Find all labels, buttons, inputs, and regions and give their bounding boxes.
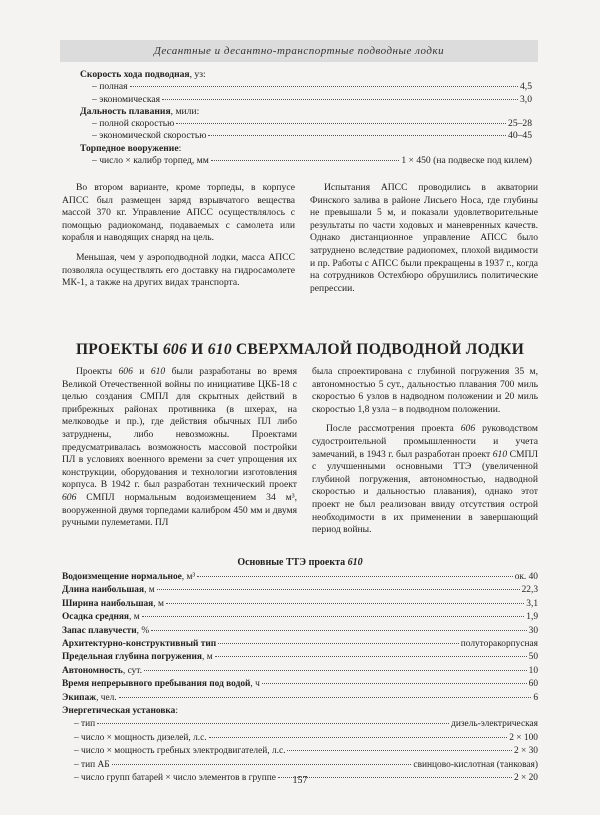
dot-leader [151, 630, 527, 631]
project-number: 606 [118, 366, 133, 377]
spec-row [80, 130, 532, 142]
spec-label-text: Архитектурно-конструктивный тип [62, 639, 217, 650]
dot-leader [157, 589, 520, 590]
spec-label [62, 625, 149, 638]
dot-leader [287, 750, 511, 751]
spec-row [62, 692, 538, 705]
spec-row [62, 638, 538, 651]
spec-label [74, 732, 207, 745]
spec-value: 4,5 [520, 81, 532, 93]
paragraph: Во втором варианте, кроме торпеды, в корпусе АПСС был размещен заряд взрывчатого вещества массой 370 кг. Управление АПСС осуществлялось с помощью радиокоманд, подаваемых с самолета или корабля и наводящих снаряд на цель. [62, 182, 295, 244]
column-top-right [310, 182, 538, 295]
spec-unit: : [175, 706, 178, 717]
spec-label-text: Дальность плавания [80, 105, 171, 117]
column-mid-left [62, 366, 297, 530]
spec-value: 1,9 [526, 612, 538, 623]
spec-label [62, 678, 260, 691]
spec-row [80, 106, 532, 118]
project-number: 610 [150, 366, 166, 377]
spec-label [74, 759, 110, 772]
spec-row [62, 732, 538, 745]
dot-leader [144, 670, 527, 671]
spec-unit: , чел. [96, 692, 117, 703]
spec-value: 3,0 [520, 93, 532, 105]
dot-leader [162, 99, 518, 100]
spec-value: 1 × 450 (на подвеске под килем) [401, 155, 532, 167]
spec-label [62, 638, 216, 651]
dot-leader [197, 576, 512, 577]
spec-unit: , % [136, 625, 150, 636]
spec-value: полуторакорпусная [460, 639, 538, 650]
spec-row [62, 759, 538, 772]
spec-label [62, 584, 155, 597]
dot-leader [262, 683, 527, 684]
spec-value: ок. 40 [514, 572, 538, 582]
spec-row [62, 598, 538, 611]
project-number: 606 [62, 491, 77, 503]
spec-row [80, 118, 532, 130]
dot-leader [215, 656, 527, 657]
spec-row [80, 69, 532, 81]
text-run: руководством судостроительной промышленности и учета замечаний, в 1943 г. был разработан проект [312, 423, 538, 460]
project-number: 610 [492, 448, 508, 460]
text-run: СМПЛ нормальным водоизмещением 34 м³, вооруженной двумя торпедами калибром 450 мм и двумя ручными пулеметами. ПЛ [62, 491, 297, 529]
dot-leader [119, 697, 532, 698]
spec-row [62, 745, 538, 758]
text-run: Проекты [76, 366, 119, 377]
spec-unit: , м [129, 612, 140, 623]
spec-row [62, 651, 538, 664]
spec-label [92, 81, 128, 93]
spec-row [80, 81, 532, 93]
spec-label-text: – экономической скоростью [92, 130, 207, 142]
project-number: 606 [460, 423, 476, 435]
spec-label [62, 651, 213, 664]
spec-table-610 [62, 571, 538, 786]
spec-label [92, 118, 174, 130]
spec-unit: , сут. [122, 665, 143, 676]
spec-row [80, 155, 532, 167]
spec-unit: , ч [250, 679, 260, 690]
spec-label-text: Автономность [62, 665, 123, 676]
spec-label [80, 69, 206, 81]
spec-label [92, 155, 209, 167]
dot-leader [130, 86, 518, 87]
dot-leader [166, 603, 524, 604]
paragraph: Испытания АПСС проводились в акватории Финского залива в районе Лисьего Носа, где глубины не превышали 5 м, и показали удовлетворительные результаты по части ходовых и маневренных качеств. Однако дистанционное управление АПСС было затруднено вследствие радиопомех, плохой видимости и пр. Работы с АПСС были прекращены в 1937 г., когда на сотрудников Остехбюро обрушились политические репрессии. [310, 182, 538, 294]
spec-label-text: Предельная глубина погружения [62, 652, 203, 663]
table-title-text: Основные ТТЭ проекта [237, 557, 348, 568]
text-run: СМПЛ с улучшенными основными ТТЭ (увеличенной глубиной погружения, автономностью, надводной скоростью и дальностью плавания), однако этот проект не был реализован ввиду отсутствия острой необходимости в их применении в завершающий период войны. [312, 448, 538, 536]
spec-unit: : [178, 142, 182, 154]
text-run: После рассмотрения проекта [326, 423, 461, 435]
spec-label-text: Скорость хода подводная [80, 69, 190, 80]
paragraph [62, 366, 297, 530]
spec-label [62, 665, 142, 678]
title-part: ПРОЕКТЫ [75, 341, 163, 358]
spec-label [74, 745, 285, 758]
spec-label-text: Ширина наибольшая [62, 598, 154, 609]
dot-leader [112, 764, 412, 765]
spec-value: 22,3 [521, 585, 538, 596]
dot-leader [218, 643, 459, 644]
dot-leader [176, 123, 506, 124]
spec-label-text: – тип [74, 719, 96, 730]
paragraph: Меньшая, чем у аэроподводной лодки, масса АПСС позволяла осуществлять его доставку на гидросамолете МК-1, а также на других видах транспорта. [62, 251, 295, 289]
spec-value: 2 × 100 [509, 732, 538, 743]
spec-row [62, 665, 538, 678]
column-mid-right [312, 366, 538, 537]
spec-label-text: Время непрерывного пребывания под водой [62, 679, 251, 690]
spec-value: 2 × 30 [513, 746, 538, 757]
spec-value: 30 [528, 625, 538, 636]
dot-leader [97, 723, 449, 724]
spec-row [62, 584, 538, 597]
spec-label-text: – полной скоростью [92, 118, 175, 130]
spec-label-text: Запас плавучести [62, 625, 137, 636]
spec-row [62, 611, 538, 624]
spec-value: 25–28 [508, 118, 532, 130]
page-number: 157 [292, 775, 308, 786]
spec-label [74, 718, 95, 731]
spec-unit: , м [202, 652, 213, 663]
spec-value: 2 × 20 [513, 773, 538, 784]
spec-value: 40–45 [508, 130, 532, 142]
table-title [62, 557, 538, 568]
title-part: И [187, 341, 208, 358]
spec-label [80, 143, 181, 155]
spec-unit: , м³ [181, 572, 196, 582]
spec-value: свинцово-кислотная (танковая) [413, 759, 538, 770]
spec-value: 50 [528, 652, 538, 663]
spec-label [92, 130, 206, 142]
spec-row [62, 571, 538, 584]
spec-label-text: Осадка средняя [62, 612, 129, 623]
spec-label [62, 692, 117, 705]
spec-label [62, 571, 195, 584]
spec-label [62, 611, 140, 624]
title-project-606: 606 [162, 341, 187, 358]
spec-row [62, 705, 538, 718]
spec-value: 3,1 [526, 598, 538, 609]
spec-unit: , уз: [189, 69, 206, 80]
paragraph [312, 423, 538, 536]
running-title: Десантные и десантно-транспортные подводные лодки [153, 45, 445, 57]
dot-leader [209, 737, 508, 738]
spec-label-text: – экономическая [92, 93, 161, 105]
spec-label-text: – тип АБ [74, 759, 110, 770]
text-run: были разработаны во время Великой Отечественной войны по инициативе ЦКБ-18 с целью создания СМПЛ для скрытных действий в прибрежных районах противника (в шхерах, на мелководье и пр.), где действия обычных ПЛ либо затруднены, либо невозможны. Проектами предусматривалась возможность массовой постройки ПЛ в условиях военного времени за счет упрощения их конструкции, оборудования и технологии изготовления корпуса. В 1942 г. был разработан технический проект [62, 366, 298, 491]
spec-unit: , м [153, 598, 164, 609]
spec-label-text: – число × мощность гребных электродвигателей, л.с. [74, 746, 286, 757]
spec-label-text: Энергетическая установка [62, 706, 176, 717]
spec-value: 10 [528, 665, 538, 676]
spec-row [62, 678, 538, 691]
spec-label-text: – число × мощность дизелей, л.с. [74, 732, 207, 743]
dot-leader [211, 160, 400, 161]
spec-row [80, 94, 532, 106]
spec-label [80, 106, 199, 118]
spec-unit: , м [144, 585, 155, 596]
running-header [60, 40, 538, 62]
spec-label-text: Экипаж [62, 692, 97, 703]
section-title [62, 341, 538, 359]
spec-row [80, 143, 532, 155]
spec-row [62, 625, 538, 638]
spec-value: дизель-электрическая [451, 719, 538, 730]
dot-leader [142, 616, 525, 617]
table-title-number: 610 [347, 557, 363, 568]
spec-label-text: – полная [92, 81, 128, 93]
spec-row [62, 718, 538, 731]
paragraph: была спроектирована с глубиной погружения 35 м, автономностью 5 сут., дальностью плавания 700 миль скоростью 6 узлов в надводном положении и 20 миль скоростью 1,8 узла – в подводном положении. [312, 366, 538, 415]
title-part: СВЕРХМАЛОЙ ПОДВОДНОЙ ЛОДКИ [231, 341, 525, 358]
spec-label-text: Длина наибольшая [62, 585, 145, 596]
spec-label-text: – число групп батарей × число элементов в группе [74, 773, 276, 784]
title-project-610: 610 [207, 341, 232, 358]
spec-value: 6 [533, 692, 538, 703]
spec-label [92, 94, 160, 106]
spec-label-text: Водоизмещение нормальное [62, 572, 182, 582]
spec-list-top [80, 69, 532, 167]
dot-leader [208, 135, 506, 136]
text-run: и [132, 366, 151, 377]
spec-label [62, 705, 178, 718]
spec-label [62, 598, 164, 611]
spec-label-text: – число × калибр торпед, мм [92, 155, 209, 167]
spec-unit: , мили: [170, 105, 200, 117]
column-top-left [62, 182, 295, 290]
spec-value: 60 [528, 679, 538, 690]
spec-label-text: Торпедное вооружение [80, 142, 179, 154]
